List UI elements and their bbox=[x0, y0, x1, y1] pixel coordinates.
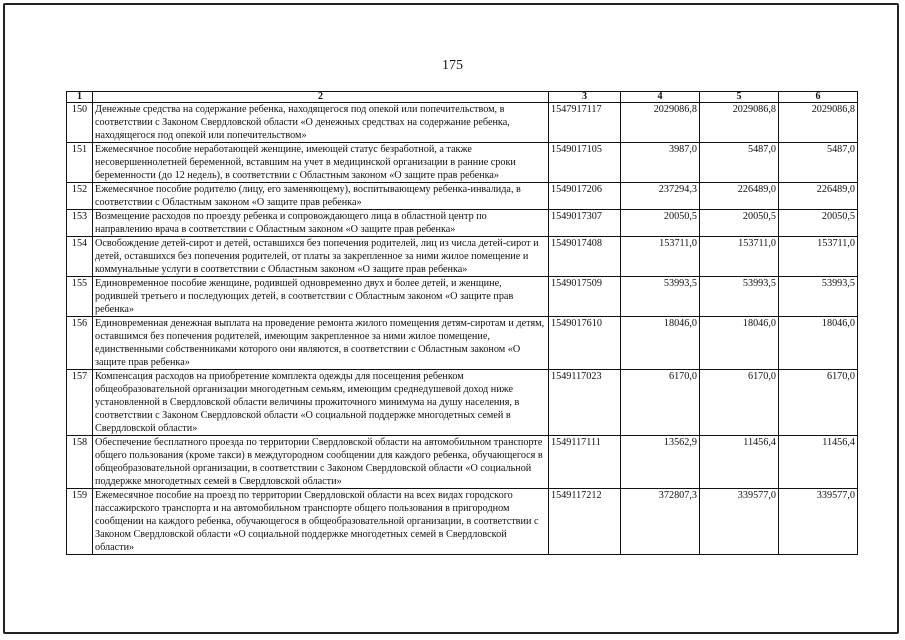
row-number: 152 bbox=[67, 183, 93, 210]
column-header: 5 bbox=[700, 92, 779, 103]
row-amount-5: 226489,0 bbox=[700, 183, 779, 210]
row-amount-5: 5487,0 bbox=[700, 143, 779, 183]
row-code: 1549117023 bbox=[549, 370, 621, 436]
page-number: 175 bbox=[442, 58, 463, 73]
row-description: Ежемесячное пособие родителю (лицу, его заменяющему), воспитывающему ребенка-инвалида, в соответствии с Областным законом «О защите прав ребенка» bbox=[93, 183, 549, 210]
row-code: 1549117212 bbox=[549, 489, 621, 555]
row-description: Компенсация расходов на приобретение комплекта одежды для посещения ребенком общеобразовательной организации многодетным семьям, имеющим среднедушевой доход ниже установленной в Свердловской области величины прожиточного минимума на душу населения, в соответствии с Законом Свердловской области «О социальной поддержке многодетных семей в Свердловской области» bbox=[93, 370, 549, 436]
row-amount-4: 2029086,8 bbox=[621, 103, 700, 143]
row-code: 1547917117 bbox=[549, 103, 621, 143]
row-description: Единовременное пособие женщине, родившей одновременно двух и более детей, и женщине, родившей третьего и последующих детей, в соответствии с Областным законом «О защите прав ребенка» bbox=[93, 277, 549, 317]
table-row bbox=[67, 210, 858, 237]
table-row bbox=[67, 317, 858, 370]
row-amount-6: 53993,5 bbox=[779, 277, 858, 317]
row-amount-4: 153711,0 bbox=[621, 237, 700, 277]
row-number: 159 bbox=[67, 489, 93, 555]
row-number: 154 bbox=[67, 237, 93, 277]
table-row bbox=[67, 277, 858, 317]
budget-table bbox=[66, 91, 858, 555]
row-code: 1549017105 bbox=[549, 143, 621, 183]
row-amount-4: 237294,3 bbox=[621, 183, 700, 210]
table-row bbox=[67, 436, 858, 489]
row-amount-4: 18046,0 bbox=[621, 317, 700, 370]
row-amount-6: 339577,0 bbox=[779, 489, 858, 555]
row-amount-5: 53993,5 bbox=[700, 277, 779, 317]
column-header: 4 bbox=[621, 92, 700, 103]
row-code: 1549117111 bbox=[549, 436, 621, 489]
row-amount-6: 20050,5 bbox=[779, 210, 858, 237]
row-amount-4: 13562,9 bbox=[621, 436, 700, 489]
row-code: 1549017206 bbox=[549, 183, 621, 210]
row-description: Ежемесячное пособие неработающей женщине, имеющей статус безработной, а также несовершеннолетней беременной, вставшим на учет в медицинской организации в ранние сроки беременности (до 12 недель), в соответствии с Областным законом «О защите прав ребенка» bbox=[93, 143, 549, 183]
row-description: Единовременная денежная выплата на проведение ремонта жилого помещения детям-сиротам и детям, оставшимся без попечения родителей, имеющим закрепленное за ними жилое помещение, единственными собственниками которого они являются, в соответствии с Областным законом «О защите прав ребенка» bbox=[93, 317, 549, 370]
row-description: Возмещение расходов по проезду ребенка и сопровождающего лица в областной центр по направлению врача в соответствии с Областным законом «О защите прав ребенка» bbox=[93, 210, 549, 237]
row-amount-6: 11456,4 bbox=[779, 436, 858, 489]
row-amount-5: 153711,0 bbox=[700, 237, 779, 277]
table-row bbox=[67, 489, 858, 555]
row-number: 150 bbox=[67, 103, 93, 143]
row-code: 1549017307 bbox=[549, 210, 621, 237]
table-header-row bbox=[67, 92, 858, 103]
row-code: 1549017509 bbox=[549, 277, 621, 317]
column-header: 6 bbox=[779, 92, 858, 103]
row-number: 157 bbox=[67, 370, 93, 436]
column-header: 2 bbox=[93, 92, 549, 103]
row-number: 158 bbox=[67, 436, 93, 489]
row-amount-5: 2029086,8 bbox=[700, 103, 779, 143]
row-amount-6: 153711,0 bbox=[779, 237, 858, 277]
table-row bbox=[67, 370, 858, 436]
row-number: 153 bbox=[67, 210, 93, 237]
row-amount-6: 2029086,8 bbox=[779, 103, 858, 143]
row-amount-6: 226489,0 bbox=[779, 183, 858, 210]
row-amount-4: 3987,0 bbox=[621, 143, 700, 183]
row-amount-6: 18046,0 bbox=[779, 317, 858, 370]
row-number: 156 bbox=[67, 317, 93, 370]
row-amount-4: 53993,5 bbox=[621, 277, 700, 317]
row-code: 1549017610 bbox=[549, 317, 621, 370]
row-amount-5: 18046,0 bbox=[700, 317, 779, 370]
row-description: Обеспечение бесплатного проезда по территории Свердловской области на автомобильном транспорте общего пользования (кроме такси) в междугородном сообщении для каждого ребенка, обучающегося в общеобразовательной организации, в соответствии с Законом Свердловской области «О социальной поддержке многодетных семей в Свердловской области» bbox=[93, 436, 549, 489]
table-row bbox=[67, 103, 858, 143]
row-amount-5: 20050,5 bbox=[700, 210, 779, 237]
row-amount-6: 5487,0 bbox=[779, 143, 858, 183]
row-number: 155 bbox=[67, 277, 93, 317]
row-description: Ежемесячное пособие на проезд по территории Свердловской области на всех видах городского пассажирского транспорта и на автомобильном транспорте общего пользования в пригородном сообщении на каждого ребенка, обучающегося в общеобразовательной организации, в соответствии с Законом Свердловской области «О социальной поддержке многодетных семей в Свердловской области» bbox=[93, 489, 549, 555]
row-code: 1549017408 bbox=[549, 237, 621, 277]
table-row bbox=[67, 183, 858, 210]
row-number: 151 bbox=[67, 143, 93, 183]
row-amount-6: 6170,0 bbox=[779, 370, 858, 436]
row-amount-5: 6170,0 bbox=[700, 370, 779, 436]
table-row bbox=[67, 143, 858, 183]
row-description: Денежные средства на содержание ребенка, находящегося под опекой или попечительством, в соответствии с Законом Свердловской области «О денежных средствах на содержание ребенка, находящегося под опекой или попечительством» bbox=[93, 103, 549, 143]
row-amount-5: 11456,4 bbox=[700, 436, 779, 489]
row-amount-4: 372807,3 bbox=[621, 489, 700, 555]
row-amount-4: 6170,0 bbox=[621, 370, 700, 436]
row-amount-5: 339577,0 bbox=[700, 489, 779, 555]
column-header: 3 bbox=[549, 92, 621, 103]
row-description: Освобождение детей-сирот и детей, оставшихся без попечения родителей, лиц из числа детей-сирот и детей, оставшихся без попечения родителей, от платы за закрепленное за ними жилое помещение и коммунальные услуги в соответствии с Областным законом «О защите прав ребенка» bbox=[93, 237, 549, 277]
table-row bbox=[67, 237, 858, 277]
column-header: 1 bbox=[67, 92, 93, 103]
row-amount-4: 20050,5 bbox=[621, 210, 700, 237]
